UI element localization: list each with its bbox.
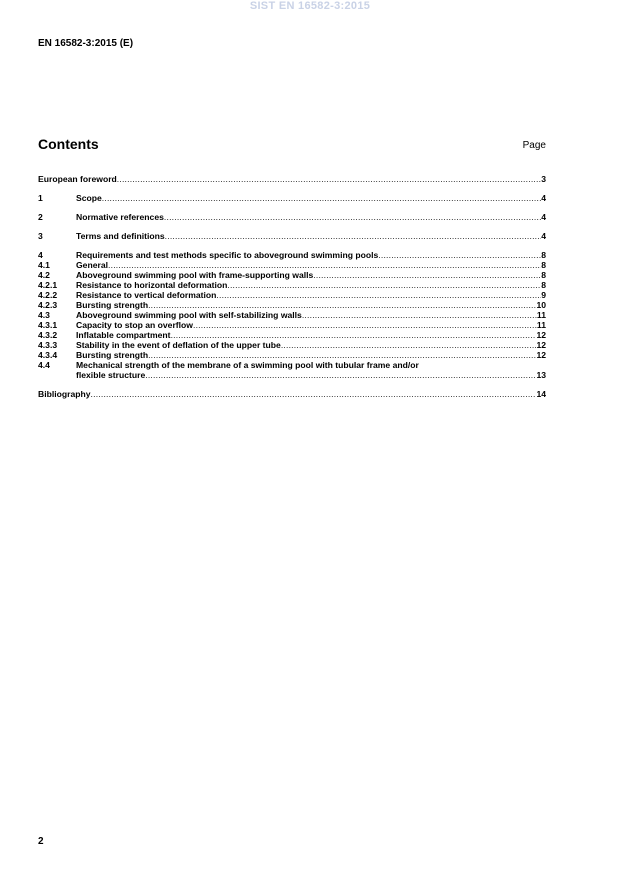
toc-entry-3[interactable]	[38, 231, 546, 241]
toc-entry-title-line-2: flexible structure	[76, 370, 146, 380]
toc-entry-number: 4.2.3	[38, 300, 58, 310]
toc-entry-4[interactable]	[38, 250, 546, 260]
toc-entry-number: 4.3.3	[38, 340, 58, 350]
toc-leader-dots	[171, 330, 537, 340]
toc-entry-number: 3	[38, 231, 43, 241]
table-of-contents	[38, 174, 546, 399]
toc-entry-title: Scope	[76, 193, 102, 203]
toc-entry-number: 4.4	[38, 360, 50, 370]
toc-entry-number: 4.2	[38, 270, 50, 280]
toc-leader-dots	[148, 300, 536, 310]
toc-entry-title: Bursting strength	[76, 300, 149, 310]
toc-entry-title-line-1: Mechanical strength of the membrane of a swimming pool with tubular frame and/or	[76, 360, 419, 370]
toc-entry-title: Normative references	[76, 212, 164, 222]
toc-entry-title: Bibliography	[38, 389, 91, 399]
toc-entry-page: 12	[536, 340, 546, 350]
page-column-label: Page	[522, 140, 546, 151]
toc-leader-dots	[102, 193, 541, 203]
toc-entry-number: 4.1	[38, 260, 50, 270]
contents-heading: Contents	[38, 136, 99, 152]
toc-entry-4-2-1[interactable]	[38, 280, 546, 290]
toc-entry-page: 4	[541, 231, 546, 241]
toc-leader-dots	[164, 212, 541, 222]
toc-entry-title: European foreword	[38, 174, 117, 184]
toc-entry-title: Requirements and test methods specific to aboveground swimming pools	[76, 250, 379, 260]
toc-leader-dots	[91, 389, 537, 399]
toc-entry-4-3-3[interactable]	[38, 340, 546, 350]
toc-entry-foreword[interactable]	[38, 174, 546, 184]
toc-entry-4-1[interactable]	[38, 260, 546, 270]
toc-entry-page: 8	[541, 280, 546, 290]
toc-leader-dots	[378, 250, 541, 260]
toc-entry-number: 4.2.2	[38, 290, 58, 300]
toc-entry-page: 11	[536, 320, 546, 330]
toc-entry-title: Bursting strength	[76, 350, 149, 360]
toc-entry-title: Inflatable compartment	[76, 330, 171, 340]
toc-entry-title: Aboveground swimming pool with frame-supporting walls	[76, 270, 314, 280]
toc-entry-2[interactable]	[38, 212, 546, 222]
toc-leader-dots	[145, 370, 536, 380]
toc-leader-dots	[302, 310, 537, 320]
toc-entry-number: 4.3.2	[38, 330, 58, 340]
toc-entry-number: 4.3	[38, 310, 50, 320]
toc-leader-dots	[108, 260, 541, 270]
toc-entry-4-2-2[interactable]	[38, 290, 546, 300]
toc-leader-dots	[216, 290, 541, 300]
watermark: SIST EN 16582-3:2015	[249, 0, 371, 12]
toc-entry-page: 4	[541, 212, 546, 222]
toc-entry-number: 4.2.1	[38, 280, 58, 290]
toc-entry-title: Resistance to horizontal deformation	[76, 280, 228, 290]
toc-entry-number: 4	[38, 250, 43, 260]
toc-entry-page: 8	[541, 260, 546, 270]
toc-entry-title: Aboveground swimming pool with self-stabilizing walls	[76, 310, 302, 320]
toc-entry-title: General	[76, 260, 109, 270]
toc-leader-dots	[193, 320, 537, 330]
toc-entry-4-3-4[interactable]	[38, 350, 546, 360]
toc-entry-number: 1	[38, 193, 43, 203]
toc-entry-4-3-2[interactable]	[38, 330, 546, 340]
toc-entry-title: Stability in the event of deflation of the upper tube	[76, 340, 281, 350]
toc-entry-page: 12	[536, 350, 546, 360]
toc-entry-page: 11	[536, 310, 546, 320]
toc-entry-page: 3	[541, 174, 546, 184]
toc-entry-4-3-1[interactable]	[38, 320, 546, 330]
footer-page-number: 2	[38, 836, 44, 847]
toc-leader-dots	[117, 174, 541, 184]
toc-entry-4-3[interactable]	[38, 310, 546, 320]
toc-entry-page: 12	[536, 330, 546, 340]
toc-entry-page: 4	[541, 193, 546, 203]
toc-leader-dots	[165, 231, 542, 241]
toc-entry-number: 4.3.1	[38, 320, 58, 330]
toc-entry-bibliography[interactable]	[38, 389, 546, 399]
toc-entry-4-2-3[interactable]	[38, 300, 546, 310]
toc-entry-page: 10	[536, 300, 546, 310]
document-id: EN 16582-3:2015 (E)	[38, 38, 134, 49]
toc-entry-title: Resistance to vertical deformation	[76, 290, 217, 300]
toc-leader-dots	[281, 340, 537, 350]
toc-entry-page: 8	[541, 270, 546, 280]
toc-leader-dots	[148, 350, 536, 360]
toc-entry-page: 13	[536, 370, 546, 380]
toc-entry-page: 9	[541, 290, 546, 300]
toc-entry-page: 8	[541, 250, 546, 260]
toc-entry-number: 2	[38, 212, 43, 222]
toc-entry-4-2[interactable]	[38, 270, 546, 280]
toc-entry-title: Terms and definitions	[76, 231, 165, 241]
toc-entry-4-4[interactable]	[38, 360, 546, 380]
toc-entry-1[interactable]	[38, 193, 546, 203]
toc-leader-dots	[227, 280, 541, 290]
toc-entry-number: 4.3.4	[38, 350, 58, 360]
toc-leader-dots	[313, 270, 541, 280]
toc-entry-title: Capacity to stop an overflow	[76, 320, 193, 330]
toc-entry-page: 14	[536, 389, 546, 399]
